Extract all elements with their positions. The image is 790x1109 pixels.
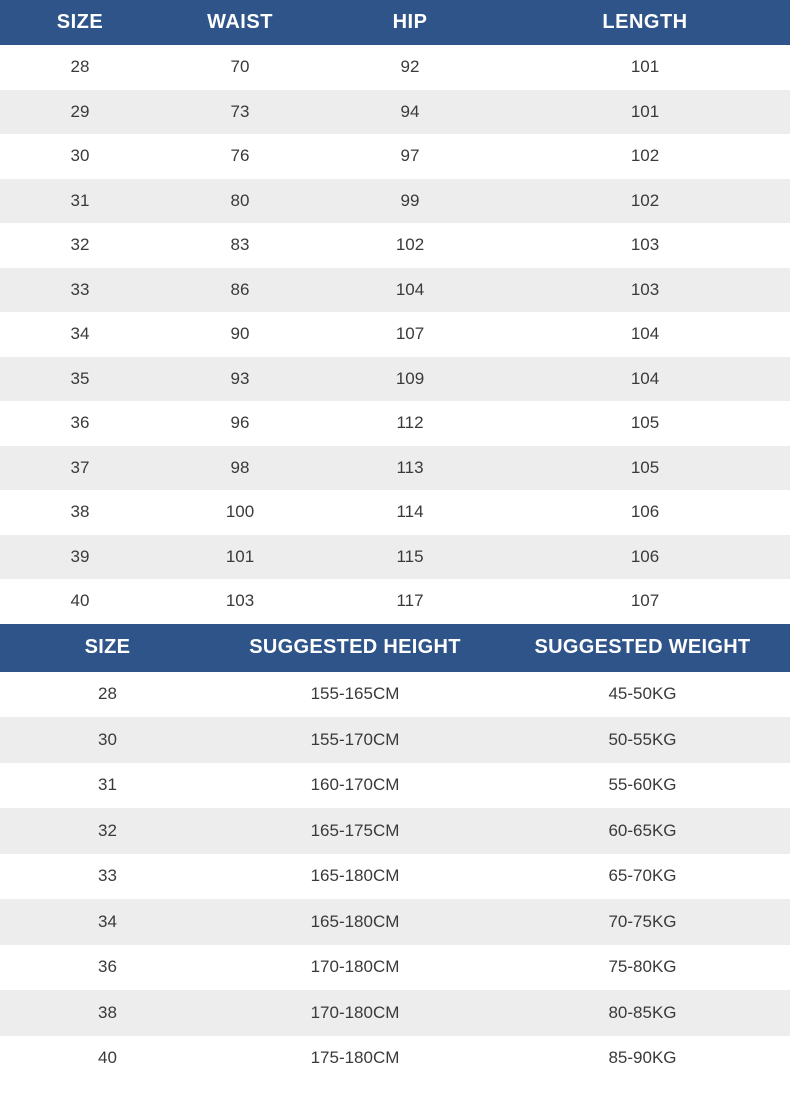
table-row <box>0 579 790 624</box>
table-row <box>0 854 790 900</box>
cell-weight: 85-90KG <box>495 1036 790 1082</box>
cell-size: 39 <box>0 535 160 580</box>
cell-hip: 109 <box>320 357 500 402</box>
cell-waist: 76 <box>160 134 320 179</box>
cell-weight: 50-55KG <box>495 717 790 763</box>
cell-waist: 93 <box>160 357 320 402</box>
measurement-header-waist: WAIST <box>160 0 320 45</box>
cell-waist: 73 <box>160 90 320 135</box>
cell-length: 101 <box>500 90 790 135</box>
cell-size: 36 <box>0 945 215 991</box>
measurement-table-head <box>0 0 790 45</box>
suggestion-header-weight: SUGGESTED WEIGHT <box>495 624 790 672</box>
table-row <box>0 357 790 402</box>
cell-weight: 70-75KG <box>495 899 790 945</box>
cell-length: 102 <box>500 179 790 224</box>
cell-size: 34 <box>0 312 160 357</box>
cell-size: 32 <box>0 223 160 268</box>
table-row <box>0 134 790 179</box>
cell-size: 29 <box>0 90 160 135</box>
measurement-header-size: SIZE <box>0 0 160 45</box>
cell-length: 103 <box>500 223 790 268</box>
cell-size: 36 <box>0 401 160 446</box>
cell-hip: 102 <box>320 223 500 268</box>
table-row <box>0 763 790 809</box>
cell-size: 28 <box>0 672 215 718</box>
cell-height: 165-180CM <box>215 854 495 900</box>
table-row <box>0 535 790 580</box>
cell-size: 33 <box>0 854 215 900</box>
cell-length: 107 <box>500 579 790 624</box>
table-row <box>0 223 790 268</box>
cell-waist: 83 <box>160 223 320 268</box>
table-row <box>0 717 790 763</box>
table-row <box>0 672 790 718</box>
cell-weight: 65-70KG <box>495 854 790 900</box>
cell-waist: 96 <box>160 401 320 446</box>
suggestion-table-body <box>0 672 790 1082</box>
cell-hip: 92 <box>320 45 500 90</box>
table-row <box>0 90 790 135</box>
cell-weight: 60-65KG <box>495 808 790 854</box>
cell-height: 165-180CM <box>215 899 495 945</box>
table-row <box>0 312 790 357</box>
table-row <box>0 990 790 1036</box>
cell-length: 105 <box>500 401 790 446</box>
cell-size: 31 <box>0 179 160 224</box>
measurement-header-row <box>0 0 790 45</box>
cell-waist: 98 <box>160 446 320 491</box>
cell-waist: 101 <box>160 535 320 580</box>
cell-waist: 86 <box>160 268 320 313</box>
cell-weight: 80-85KG <box>495 990 790 1036</box>
table-row <box>0 1036 790 1082</box>
cell-size: 30 <box>0 717 215 763</box>
cell-length: 102 <box>500 134 790 179</box>
cell-hip: 112 <box>320 401 500 446</box>
cell-height: 175-180CM <box>215 1036 495 1082</box>
cell-height: 155-165CM <box>215 672 495 718</box>
cell-height: 160-170CM <box>215 763 495 809</box>
suggestion-table-head <box>0 624 790 672</box>
suggestion-header-size: SIZE <box>0 624 215 672</box>
cell-length: 104 <box>500 312 790 357</box>
table-row <box>0 268 790 313</box>
cell-length: 106 <box>500 535 790 580</box>
measurement-table-body <box>0 45 790 624</box>
table-row <box>0 899 790 945</box>
table-row <box>0 45 790 90</box>
cell-size: 28 <box>0 45 160 90</box>
cell-hip: 114 <box>320 490 500 535</box>
cell-waist: 80 <box>160 179 320 224</box>
cell-hip: 99 <box>320 179 500 224</box>
measurement-header-hip: HIP <box>320 0 500 45</box>
cell-size: 35 <box>0 357 160 402</box>
table-row <box>0 401 790 446</box>
table-row <box>0 808 790 854</box>
cell-hip: 117 <box>320 579 500 624</box>
cell-waist: 103 <box>160 579 320 624</box>
cell-size: 33 <box>0 268 160 313</box>
table-row <box>0 179 790 224</box>
cell-size: 38 <box>0 490 160 535</box>
cell-weight: 45-50KG <box>495 672 790 718</box>
cell-size: 38 <box>0 990 215 1036</box>
cell-size: 34 <box>0 899 215 945</box>
cell-weight: 75-80KG <box>495 945 790 991</box>
cell-hip: 113 <box>320 446 500 491</box>
cell-size: 40 <box>0 1036 215 1082</box>
cell-hip: 94 <box>320 90 500 135</box>
cell-height: 155-170CM <box>215 717 495 763</box>
measurement-header-length: LENGTH <box>500 0 790 45</box>
cell-size: 31 <box>0 763 215 809</box>
cell-hip: 97 <box>320 134 500 179</box>
cell-hip: 115 <box>320 535 500 580</box>
cell-height: 170-180CM <box>215 945 495 991</box>
cell-weight: 55-60KG <box>495 763 790 809</box>
cell-hip: 107 <box>320 312 500 357</box>
cell-height: 165-175CM <box>215 808 495 854</box>
cell-height: 170-180CM <box>215 990 495 1036</box>
cell-size: 40 <box>0 579 160 624</box>
table-row <box>0 446 790 491</box>
cell-length: 103 <box>500 268 790 313</box>
cell-length: 105 <box>500 446 790 491</box>
cell-size: 32 <box>0 808 215 854</box>
cell-waist: 90 <box>160 312 320 357</box>
suggestion-header-height: SUGGESTED HEIGHT <box>215 624 495 672</box>
cell-size: 30 <box>0 134 160 179</box>
table-row <box>0 490 790 535</box>
cell-waist: 70 <box>160 45 320 90</box>
size-suggestion-table <box>0 624 790 1082</box>
cell-length: 106 <box>500 490 790 535</box>
cell-length: 104 <box>500 357 790 402</box>
table-row <box>0 945 790 991</box>
cell-length: 101 <box>500 45 790 90</box>
cell-waist: 100 <box>160 490 320 535</box>
cell-size: 37 <box>0 446 160 491</box>
cell-hip: 104 <box>320 268 500 313</box>
suggestion-header-row <box>0 624 790 672</box>
